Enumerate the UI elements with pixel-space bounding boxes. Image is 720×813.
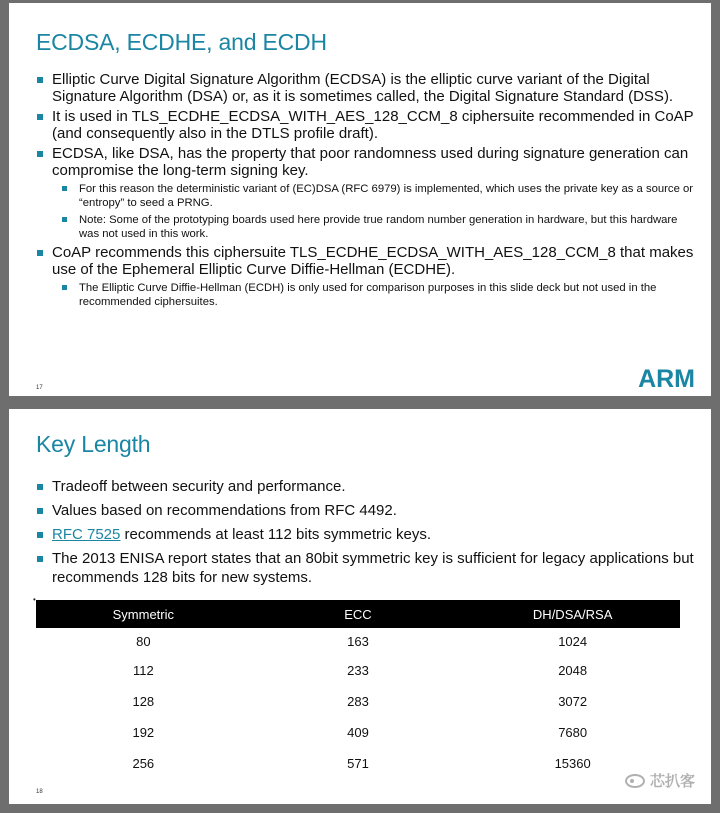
sub-bullet-text: The Elliptic Curve Diffie-Hellman (ECDH) is only used for comparison purposes in this slide deck but not used in the recommended ciphersuites. <box>79 282 657 308</box>
bullet-item <box>36 145 697 179</box>
cell: 128 <box>132 694 155 709</box>
bullet-item <box>36 108 697 142</box>
sub-bullet-item <box>61 213 697 241</box>
bullet-item <box>36 477 697 496</box>
sub-bullet-text: Note: Some of the prototyping boards used here provide true random number generation in hardware, but this hardware was not used in this work. <box>79 214 678 240</box>
arm-logo: ARM <box>638 365 695 393</box>
bullet-item <box>36 549 697 587</box>
bullet-item <box>36 501 697 520</box>
cell: 192 <box>132 725 155 740</box>
cell: 15360 <box>554 756 591 771</box>
cell: 80 <box>136 634 151 649</box>
slide-title: Key Length <box>36 431 151 457</box>
bullet-item <box>36 525 697 544</box>
cell: 3072 <box>558 694 588 709</box>
cell: 409 <box>347 725 369 740</box>
table-row <box>36 655 680 686</box>
slide-title: ECDSA, ECDHE, and ECDH <box>36 29 327 55</box>
wechat-icon <box>625 774 645 788</box>
table-header-row <box>36 600 680 628</box>
bullet-list <box>36 71 697 312</box>
cell: 256 <box>132 756 155 771</box>
sub-bullet-text: For this reason the deterministic variant of (EC)DSA (RFC 6979) is implemented, which uses the private key as a source or “entropy” to seed a PRNG. <box>79 183 694 209</box>
cursor-mark: • <box>33 595 36 604</box>
bullet-text: Elliptic Curve Digital Signature Algorithm (ECDSA) is the elliptic curve variant of the Digital Signature Algorithm (DSA) or, as it is sometimes called, the Digital Signature Standard (DSS). <box>52 71 674 105</box>
key-length-table <box>36 600 680 779</box>
table-row <box>36 628 680 655</box>
cell: 163 <box>347 634 369 649</box>
bullet-text: It is used in TLS_ECDHE_ECDSA_WITH_AES_128_CCM_8 ciphersuite recommended in CoAP (and consequently also in the DTLS profile draft). <box>52 108 694 142</box>
header-dh-dsa-rsa: DH/DSA/RSA <box>465 600 680 628</box>
bullet-item <box>36 71 697 105</box>
slide-ecdsa <box>9 3 711 396</box>
sub-bullet-item <box>61 182 697 210</box>
slide-key-length <box>9 409 711 804</box>
bullet-text: CoAP recommends this ciphersuite TLS_ECDHE_ECDSA_WITH_AES_128_CCM_8 that makes use of the Ephemeral Elliptic Curve Diffie-Hellman (ECDHE). <box>52 244 694 278</box>
watermark <box>625 770 695 791</box>
page-number: 17 <box>36 385 43 391</box>
bullet-text: Tradeoff between security and performance. <box>52 478 346 495</box>
cell: 233 <box>347 663 369 678</box>
watermark-text: 芯扒客 <box>649 773 695 790</box>
bullet-list <box>36 477 697 592</box>
table-row <box>36 686 680 717</box>
bullet-text: ECDSA, like DSA, has the property that poor randomness used during signature generation can compromise the long-term signing key. <box>52 145 689 179</box>
bullet-item <box>36 244 697 278</box>
header-symmetric: Symmetric <box>36 600 251 628</box>
bullet-text: The 2013 ENISA report states that an 80bit symmetric key is sufficient for legacy applications but recommends 128 bits for new systems. <box>52 550 694 586</box>
table-row <box>36 717 680 748</box>
table-row <box>36 748 680 779</box>
bullet-text: recommends at least 112 bits symmetric keys. <box>120 526 432 543</box>
bullet-text: Values based on recommendations from RFC 4492. <box>52 502 397 519</box>
cell: 571 <box>347 756 369 771</box>
cell: 7680 <box>558 725 588 740</box>
cell: 1024 <box>558 634 588 649</box>
cell: 283 <box>347 694 369 709</box>
header-ecc: ECC <box>251 600 466 628</box>
rfc7525-link[interactable]: RFC 7525 <box>52 526 121 543</box>
cell: 2048 <box>558 663 588 678</box>
cell: 112 <box>132 663 154 678</box>
page-number: 18 <box>36 789 43 795</box>
sub-bullet-item <box>61 281 697 309</box>
